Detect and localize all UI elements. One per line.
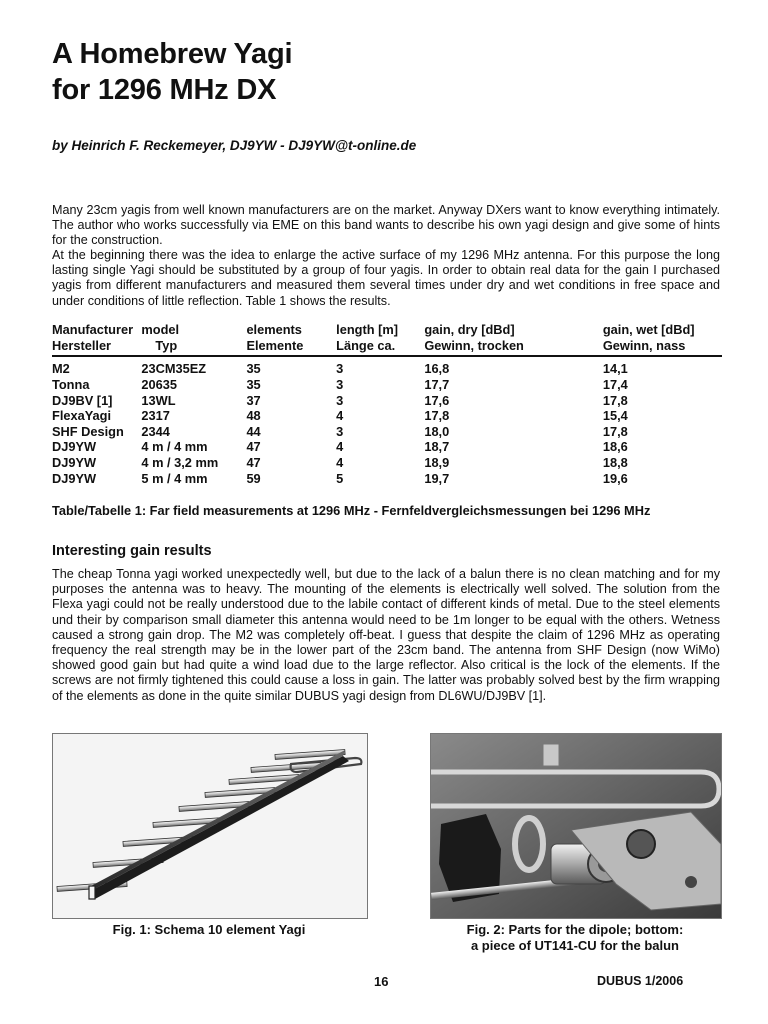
table-cell: 17,6 bbox=[424, 392, 450, 408]
header-cell: Hersteller bbox=[52, 338, 141, 357]
figure-1-yagi-schema bbox=[52, 733, 368, 919]
header-cell: Länge ca. bbox=[336, 338, 424, 357]
table-cell: 4 bbox=[336, 455, 344, 471]
table-cell: 18,7 bbox=[424, 439, 450, 455]
table-cell: 5 bbox=[336, 470, 344, 486]
table-row bbox=[52, 377, 722, 393]
table-cell: 59 bbox=[246, 470, 261, 486]
header-cell: Typ bbox=[141, 338, 246, 357]
table-header-row-de bbox=[52, 338, 722, 357]
section-heading: Interesting gain results bbox=[52, 543, 212, 559]
header-cell: Gewinn, nass bbox=[603, 338, 722, 357]
table-cell: 15,4 bbox=[602, 408, 628, 424]
table-cell: 47 bbox=[246, 439, 261, 455]
table-cell: 37 bbox=[246, 392, 261, 408]
yagi-drawing bbox=[53, 734, 367, 918]
table-cell: DJ9BV [1] bbox=[52, 392, 113, 408]
table-row bbox=[52, 455, 722, 471]
table-cell: 47 bbox=[246, 455, 261, 471]
table-cell: 17,7 bbox=[424, 377, 450, 393]
table-cell: Tonna bbox=[52, 377, 90, 393]
table-header-row-en bbox=[52, 322, 722, 338]
section-paragraph: The cheap Tonna yagi worked unexpectedly well, but due to the lack of a balun there is no clean matching and for my purposes the antenna was to heavy. The mounting of the elements is electrically well solved. The solution from the Flexa yagi could not be really understood due to the labile contact of different kinds of metal. Due to the steel elements und their by comparison small diameter this antenna would need to be 1m longer to be equal with the others. Wetness caused a strong gain drop. The M2 was completely off-beat. I guess that despite the claim of 1296 MHz as operating frequency the real strength may be in the lower part of the 23cm band. The antenna from SHF Design (now WiMo) showed good gain but had quite a wind load due to the large reflector. Also critical is the lock of the elements. If the screws are not firmly tightened this could cause a loss in gain. The latter was probably solved best by the firm wrapping of the elements as done in the quite similar DUBUS yagi design from DL6WU/DJ9BV [1]. bbox=[52, 567, 720, 703]
header-cell: length [m] bbox=[336, 322, 398, 338]
table-row bbox=[52, 470, 722, 486]
header-cell: Gewinn, trocken bbox=[424, 338, 603, 357]
table-cell: 3 bbox=[336, 377, 344, 393]
table-cell: FlexaYagi bbox=[52, 408, 112, 424]
table-cell: 17,8 bbox=[602, 423, 628, 439]
table-cell: 18,9 bbox=[424, 455, 450, 471]
table-row bbox=[52, 392, 722, 408]
figure-2-caption-line-2: a piece of UT141-CU for the balun bbox=[470, 938, 680, 953]
dipole-block bbox=[543, 744, 559, 766]
page-number: 16 bbox=[374, 974, 389, 989]
table-cell: 18,0 bbox=[424, 423, 450, 439]
table-cell: 17,8 bbox=[602, 392, 628, 408]
table-cell: 4 m / 4 mm bbox=[141, 439, 208, 455]
table-cell: 14,1 bbox=[602, 361, 628, 377]
table-cell: 16,8 bbox=[424, 361, 450, 377]
figure-2-dipole-parts-photo bbox=[430, 733, 722, 919]
table-cell: DJ9YW bbox=[52, 455, 97, 471]
figure-2-caption bbox=[430, 922, 720, 954]
table-cell: 18,8 bbox=[602, 455, 628, 471]
table-cell: 3 bbox=[336, 392, 344, 408]
table-cell: 2344 bbox=[141, 423, 170, 439]
figure-2-caption-line-1: Fig. 2: Parts for the dipole; bottom: bbox=[466, 922, 684, 937]
table-cell: DJ9YW bbox=[52, 470, 97, 486]
table-cell: 23CM35EZ bbox=[141, 361, 207, 377]
table-cell: SHF Design bbox=[52, 423, 124, 439]
table-row bbox=[52, 408, 722, 424]
table-cell: 4 m / 3,2 mm bbox=[141, 455, 219, 471]
table-cell: 48 bbox=[246, 408, 261, 424]
table-cell: 2317 bbox=[141, 408, 170, 424]
header-cell: model bbox=[141, 322, 180, 338]
figure-1-caption: Fig. 1: Schema 10 element Yagi bbox=[112, 922, 306, 937]
table-cell: 19,6 bbox=[602, 470, 628, 486]
header-cell: elements bbox=[246, 322, 302, 338]
header-cell: Elemente bbox=[246, 338, 336, 357]
header-cell: Manufacturer bbox=[52, 322, 134, 338]
magazine-issue: DUBUS 1/2006 bbox=[597, 974, 684, 988]
table-cell: 20635 bbox=[141, 377, 177, 393]
table-cell: DJ9YW bbox=[52, 439, 97, 455]
table-caption: Table/Tabelle 1: Far field measurements at 1296 MHz - Fernfeldvergleichsmessungen bei 1296 MHz bbox=[52, 503, 651, 518]
table-cell: 4 bbox=[336, 408, 344, 424]
table-cell: 35 bbox=[246, 361, 261, 377]
intro-paragraph-1: Many 23cm yagis from well known manufacturers are on the market. Anyway DXers want to know everything intimately. The author who works successfully via EME on this band wants to describe his own yagi design and give some of hints for the construction. bbox=[52, 203, 720, 248]
table-row bbox=[52, 439, 722, 455]
article-title bbox=[52, 36, 712, 108]
table-cell: 13WL bbox=[141, 392, 176, 408]
table-row bbox=[52, 424, 722, 440]
table-cell: 17,4 bbox=[602, 377, 628, 393]
table-cell: 18,6 bbox=[602, 439, 628, 455]
table-cell: 5 m / 4 mm bbox=[141, 470, 208, 486]
table-body bbox=[52, 356, 722, 486]
table-cell: 44 bbox=[246, 423, 261, 439]
dipole-parts-drawing bbox=[431, 734, 721, 918]
table-cell: 4 bbox=[336, 439, 344, 455]
title-line-1: A Homebrew Yagi bbox=[52, 38, 293, 70]
table-row bbox=[52, 356, 722, 377]
boom bbox=[89, 750, 349, 899]
table-cell: 17,8 bbox=[424, 408, 450, 424]
table-cell: 3 bbox=[336, 423, 344, 439]
title-line-2: for 1296 MHz DX bbox=[52, 74, 277, 106]
header-cell: gain, dry [dBd] bbox=[424, 322, 515, 338]
byline: by Heinrich F. Reckemeyer, DJ9YW - DJ9YW@t-online.de bbox=[52, 138, 417, 153]
header-cell: gain, wet [dBd] bbox=[602, 322, 695, 338]
gain-table bbox=[52, 322, 722, 486]
table-cell: 19,7 bbox=[424, 470, 450, 486]
intro-paragraph-2: At the beginning there was the idea to enlarge the active surface of my 1296 MHz antenna. For this purpose the long lasting single Yagi should be substituted by a group of four yagis. In order to obtain real data for the gain I purchased yagis from different manufacturers and measured them several times under dry and wet conditions in free space and under conditions of little reflection. Table 1 shows the results. bbox=[52, 248, 720, 308]
table-cell: 3 bbox=[336, 361, 344, 377]
table-cell: 35 bbox=[246, 377, 261, 393]
table-cell: M2 bbox=[52, 361, 70, 377]
